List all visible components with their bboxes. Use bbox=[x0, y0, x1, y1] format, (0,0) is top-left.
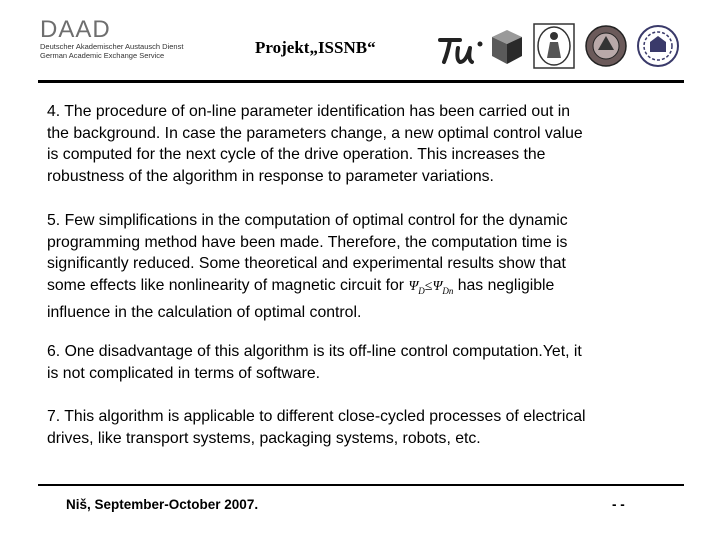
header-divider bbox=[38, 80, 684, 83]
daad-line-en: German Academic Exchange Service bbox=[40, 51, 165, 60]
text-after-formula: has negligible bbox=[453, 276, 555, 294]
paragraph-line: 4. The procedure of on-line parameter identification has been carried out in bbox=[47, 103, 571, 120]
paragraph-4 bbox=[47, 101, 687, 187]
university-seal-icon bbox=[532, 22, 576, 70]
paragraph-line-formula bbox=[47, 275, 687, 302]
paragraph-line: drives, like transport systems, packaging systems, robots, etc. bbox=[47, 429, 481, 447]
daad-line-de: Deutscher Akademischer Austausch Dienst bbox=[40, 42, 184, 51]
text-before-formula: some effects like nonlinearity of magnetic circuit for bbox=[47, 276, 409, 294]
paragraph-7 bbox=[47, 406, 687, 449]
footer-divider bbox=[38, 484, 684, 486]
paragraph-line: is computed for the next cycle of the drive operation. This increases the bbox=[47, 146, 546, 163]
subscript-dn: Dn bbox=[442, 285, 454, 296]
cube-logo-icon bbox=[490, 28, 524, 66]
psi-symbol: Ψ bbox=[432, 278, 443, 294]
paragraph-line: 5. Few simplifications in the computation of optimal control for the dynamic bbox=[47, 212, 568, 229]
partner-logos bbox=[436, 22, 696, 70]
emblem-seal-icon bbox=[636, 24, 680, 68]
project-title: Projekt„ISSNB“ bbox=[255, 38, 376, 57]
psi-symbol: Ψ bbox=[408, 278, 419, 294]
leq-symbol: ≤ bbox=[424, 278, 433, 294]
paragraph-line: the background. In case the parameters change, a new optimal control value bbox=[47, 124, 583, 142]
daad-wordmark: DAAD bbox=[40, 16, 111, 43]
paragraph-line: influence in the calculation of optimal control. bbox=[47, 303, 362, 321]
paragraph-line: 6. One disadvantage of this algorithm is its off-line control computation.Yet, it bbox=[47, 343, 582, 360]
paragraph-line: programming method have been made. Therefore, the computation time is bbox=[47, 233, 568, 251]
footer-location-date: Niš, September-October 2007. bbox=[66, 497, 259, 512]
flux-formula bbox=[408, 279, 453, 294]
footer-page-marker: - - bbox=[612, 497, 625, 512]
subscript-d: D bbox=[418, 285, 425, 296]
crest-seal-icon bbox=[584, 24, 628, 68]
daad-logo bbox=[40, 18, 200, 60]
paragraph-6 bbox=[47, 341, 687, 384]
paragraph-line: robustness of the algorithm in response to parameter variations. bbox=[47, 167, 494, 185]
paragraph-line: is not complicated in terms of software. bbox=[47, 364, 321, 382]
tu-logo-icon bbox=[436, 32, 486, 66]
paragraph-5 bbox=[47, 210, 687, 323]
paragraph-line: significantly reduced. Some theoretical and experimental results show that bbox=[47, 255, 566, 272]
paragraph-line: 7. This algorithm is applicable to different close-cycled processes of electrical bbox=[47, 408, 586, 425]
